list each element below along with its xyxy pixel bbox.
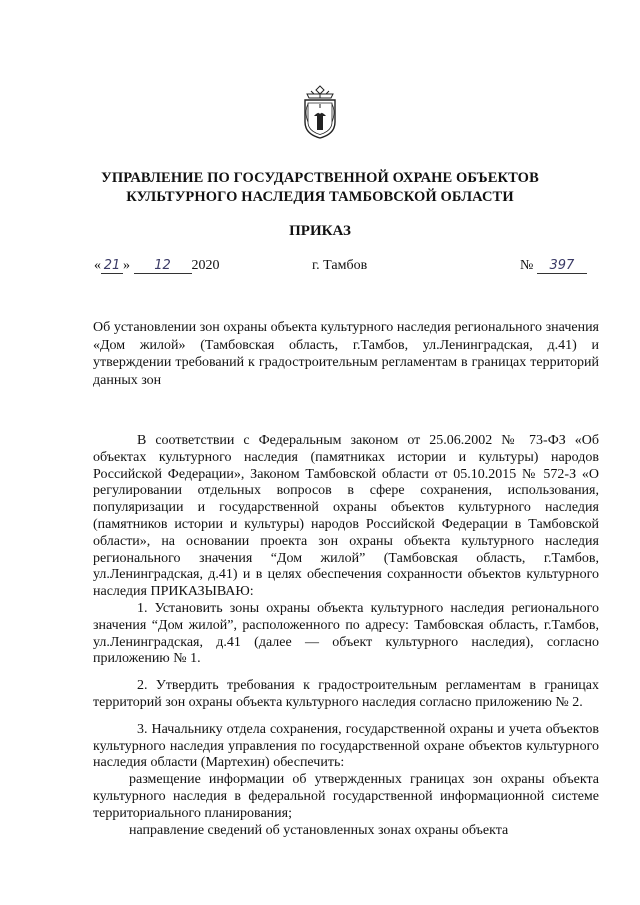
- item-3a-paragraph: размещение информации об утвержденных границах зон охраны объекта культурного наследия в федеральной государственной информационной системе территориального планирования;: [93, 772, 599, 821]
- order-date: [94, 258, 220, 274]
- coat-of-arms-emblem: [298, 82, 342, 140]
- organization-name-line-1: УПРАВЛЕНИЕ ПО ГОСУДАРСТВЕННОЙ ОХРАНЕ ОБЪЕКТОВ: [101, 170, 539, 186]
- item-2-paragraph: 2. Утвердить требования к градостроительным регламентам в границах территорий зон охраны объекта культурного наследия согласно приложению № 2.: [93, 678, 599, 710]
- order-subject: Об установлении зон охраны объекта культурного наследия регионального значения «Дом жилой» (Тамбовская область, г.Тамбов, ул.Ленинградская, д.41) и утверждении требований к градостроительным регламентам в границах территорий данных зон: [93, 320, 599, 388]
- item-3b-paragraph: направление сведений об установленных зонах охраны объекта: [129, 822, 509, 838]
- preamble-paragraph: В соответствии с Федеральным законом от 25.06.2002 № 73-ФЗ «Об объектах культурного наследия (памятниках истории и культуры) народов Российской Федерации», Законом Тамбовской области от 05.10.2015 № 572-З «О регулировании отдельных вопросов в сфере сохранения, использования, популяризации и государственной охраны объектов культурного наследия (памятников истории и культуры) народов Российской Федерации в Тамбовской области», на основании проекта зон охраны объекта культурного наследия регионального значения “Дом жилой” (Тамбовская область, г.Тамбов, ул.Ленинградская, д.41) и в целях обеспечения сохранности объектов культурного наследия ПРИКАЗЫВАЮ:: [93, 433, 599, 600]
- order-city: г. Тамбов: [312, 258, 368, 273]
- number-value: 397: [537, 259, 587, 274]
- date-month: 12: [134, 259, 192, 274]
- date-day: 21: [101, 259, 123, 274]
- organization-name-line-2: КУЛЬТУРНОГО НАСЛЕДИЯ ТАМБОВСКОЙ ОБЛАСТИ: [126, 189, 514, 205]
- date-close-quote: »: [123, 258, 130, 273]
- document-type-title: ПРИКАЗ: [289, 223, 351, 239]
- item-3-paragraph: 3. Начальнику отдела сохранения, государственной охраны и учета объектов культурного наследия управления по государственной охране объектов культурного наследия области (Мартехин) обеспечить:: [93, 721, 599, 771]
- date-open-quote: «: [94, 258, 101, 273]
- order-number: [520, 258, 587, 274]
- order-body: [93, 433, 599, 839]
- date-year: 2020: [191, 258, 220, 273]
- item-1-paragraph: 1. Установить зоны охраны объекта культурного наследия регионального значения “Дом жилой”, расположенного по адресу: Тамбовская область, г.Тамбов, ул.Ленинградская, д.41 (далее — объект культурного наследия), согласно приложению № 1.: [93, 600, 599, 667]
- number-label: №: [520, 258, 534, 273]
